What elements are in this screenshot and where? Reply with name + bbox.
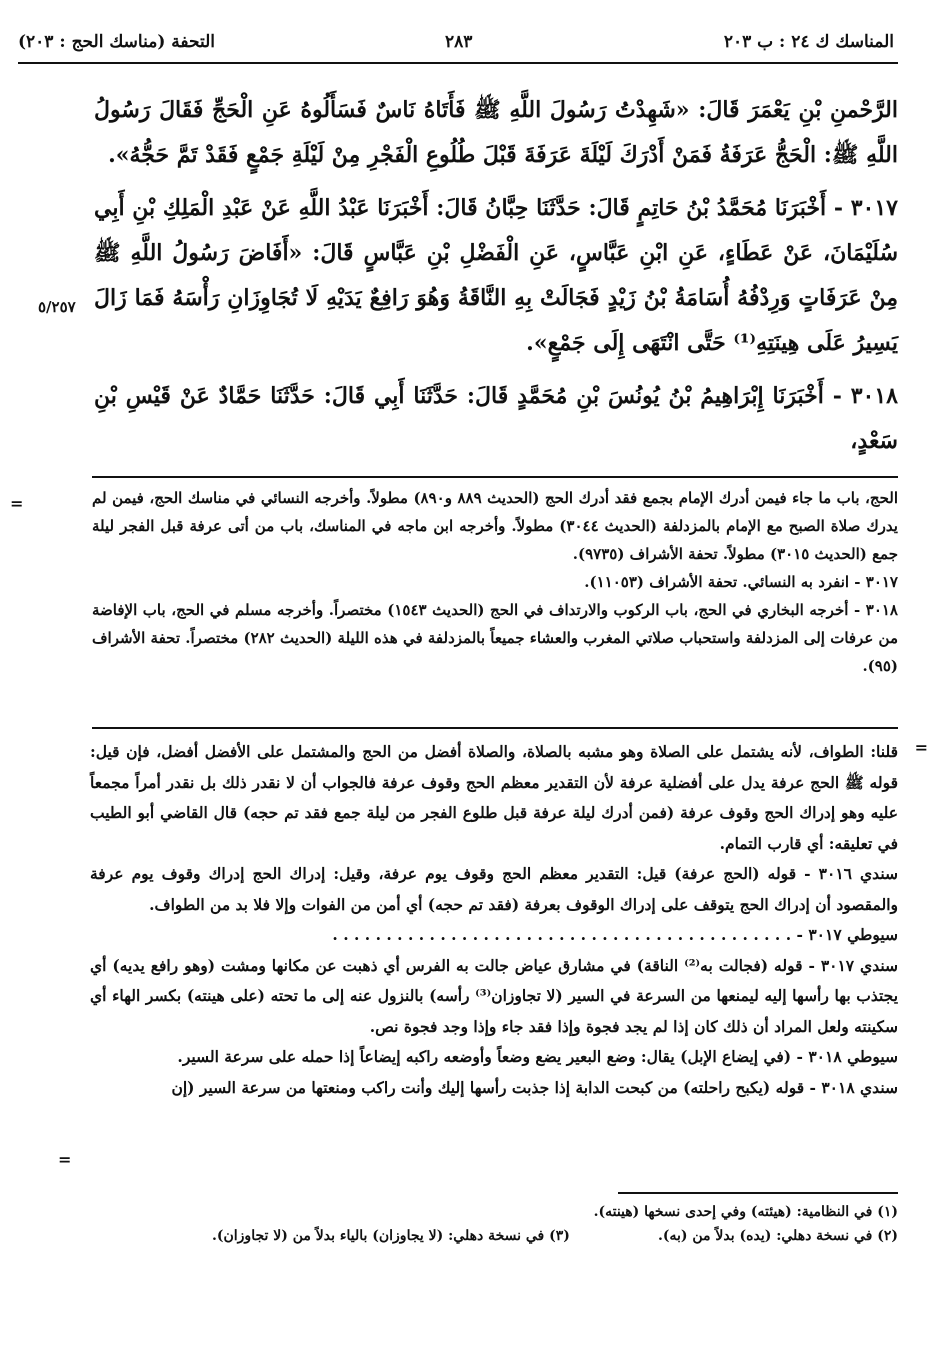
- takhrij-entry: الحج، باب ما جاء فيمن أدرك الإمام بجمع فقد أدرك الحج (الحديث ٨٨٩ و٨٩٠) مطولاً. وأخرجه النسائي في مناسك الحج، فيمن لم يدرك صلاة الصبح مع الإمام بالمزدلفة (الحديث ٣٠٤٤) مطولاً. وأخرجه ابن ماجه في المناسك، باب من أتى عرفة قبل الفجر ليلة جمع (الحديث ٣٠١٥) مطولاً. تحفة الأشراف (٩٧٣٥).: [92, 489, 898, 563]
- continuation-mark: =: [914, 738, 928, 757]
- continuation-mark: =: [10, 494, 24, 513]
- footnote-rule: [618, 1192, 898, 1194]
- footnote-2: (٢) في نسخة دهلي: (يده) بدلاً من (به).: [657, 1228, 898, 1244]
- footnotes: [92, 1200, 898, 1248]
- page-number: ٢٨٣: [445, 32, 473, 52]
- margin-reference: ٥/٢٥٧: [38, 298, 76, 316]
- hadith-3017: ٣٠١٧ - أَخْبَرَنَا مُحَمَّدُ بْنُ حَاتِمٍ قَالَ: حَدَّثَنَا حِبَّانُ قَالَ: أَخْبَرَنَا عَبْدُ اللَّهِ عَنْ عَبْدِ الْمَلِكِ بْنِ أَبِي سُلَيْمَانَ، عَنْ عَطَاءٍ، عَنِ ابْنِ عَبَّاسٍ، عَنِ الْفَضْلِ بْنِ عَبَّاسٍ قَالَ: «أَفَاضَ رَسُولُ اللَّهِ ﷺ مِنْ عَرَفَاتٍ وَرِدْفُهُ أُسَامَةُ بْنُ زَيْدٍ فَجَالَتْ بِهِ النَّاقَةُ وَهُوَ رَافِعٌ يَدَيْهِ لَا تُجَاوِزَانِ رَأْسَهُ فَمَا زَالَ يَسِيرُ عَلَى هِينَتِهِ⁽¹⁾ حَتَّى انْتَهَى إِلَى جَمْعٍ».: [94, 195, 898, 356]
- suyuti-3017-label: سيوطي ٣٠١٧ -: [796, 925, 898, 944]
- header-running-title-right: المناسك ك ٢٤ : ب ٢٠٣: [723, 32, 894, 52]
- commentary-sindi-3016: سندي ٣٠١٦ - قوله (الحج عرفة) قيل: التقدير معظم الحج وقوف يوم عرفة، وقيل: إدراك الحج إدراك وقوف يوم عرفة والمقصود أن إدراك الحج يتوقف على إدراك الوقوف بعرفة (فقد تم حجه) أي أمن من الفوات وإلا فلا بد من الطواف.: [90, 864, 898, 914]
- commentary-suyuti-3017: [90, 920, 898, 951]
- footnote-3: (٣) في نسخة دهلي: (لا يجاوزان) بالياء بدلاً من (لا تجاوزان).: [212, 1228, 570, 1244]
- header-running-title-left: التحفة (مناسك الحج : ٢٠٣): [18, 32, 216, 52]
- header-rule: [18, 62, 898, 64]
- commentary-suyuti-3018: سيوطي ٣٠١٨ - (في إيضاع الإبل) يقال: وضع البعير يضع وضعاً وأوضعه راكبه إيضاعاً إذا حمله على سرعة السير.: [177, 1047, 898, 1066]
- commentary-sindi-3018: سندي ٣٠١٨ - قوله (يكبح راحلته) من كبحت الدابة إذا جذبت رأسها إليك وأنت راكب ومنعتها من سرعة السير (إن: [171, 1077, 898, 1097]
- commentary-sindi-3017: سندي ٣٠١٧ - قوله (فجالت به⁽²⁾ الناقة) في مشارق عياض جالت به الفرس أي ذهبت عن مكانها ومشت (وهو رافع يديه) أي يجتذب بها رأسها إليه ليمنعها من السرعة في السير (لا تجاوزان⁽³⁾ رأسه) بالنزول عنه إلى ما تحته (على هينته) بكسر الهاء أي سكينته ولعل المراد أن ذلك كان إذا لم يجد فجوة وإذا فقد جاء وإذا وجد فجوة نص.: [90, 955, 899, 1036]
- commentary-section: [90, 737, 898, 1103]
- commentary-rule: [92, 727, 898, 729]
- takhrij-3018: ٣٠١٨ - أخرجه البخاري في الحج، باب الركوب والارتداف في الحج (الحديث ١٥٤٣) مختصراً. وأخرجه مسلم في الحج، باب الإفاضة من عرفات إلى المزدلفة واستحباب صلاتي المغرب والعشاء جميعاً بالمزدلفة في هذه الليلة (الحديث ٢٨٢) مختصراً. تحفة الأشراف (٩٥).: [92, 601, 898, 675]
- takhrij-3017: ٣٠١٧ - انفرد به النسائي. تحفة الأشراف (١١٠٥٣).: [584, 573, 898, 591]
- hadith-3018: ٣٠١٨ - أَخْبَرَنَا إِبْرَاهِيمُ بْنُ يُونُسَ بْنِ مُحَمَّدٍ قَالَ: حَدَّثَنَا أَبِي قَالَ: حَدَّثَنَا حَمَّادٌ عَنْ قَيْسِ بْنِ سَعْدٍ،: [94, 383, 898, 454]
- commentary-paragraph: قلنا: الطواف، لأنه يشتمل على الصلاة وهو مشبه بالصلاة، والصلاة أفضل من الحج والمشتمل على الأفضل أفضل، فإن قيل: قوله ﷺ الحج عرفة يدل على أفضلية عرفة لأن التقدير معظم الحج وقوف عرفة فالجواب أن لا نقدر ذلك بل نقدر أمراً مجمعاً عليه وهو إدراك الحج وقوف عرفة (فمن أدرك ليلة عرفة قبل طلوع الفجر من ليلة جمع فقد تم حجه) قال القاضي أبو الطيب في تعليقه: أي قارب التمام.: [90, 742, 898, 853]
- ellipsis-dots: . . . . . . . . . . . . . . . . . . . . . . . . . . . . . . . . . . . . . . . . . . .: [332, 925, 792, 944]
- takhrij-rule: [92, 476, 898, 478]
- hadith-text: [94, 88, 898, 464]
- takhrij-section: [92, 484, 898, 680]
- continuation-mark: =: [58, 1150, 72, 1169]
- hadith-paragraph: الرَّحْمنِ بْنِ يَعْمَرَ قَالَ: «شَهِدْتُ رَسُولَ اللَّهِ ﷺ فَأَتَاهُ نَاسٌ فَسَأَلُوهُ عَنِ الْحَجِّ فَقَالَ رَسُولُ اللَّهِ ﷺ: الْحَجُّ عَرَفَةُ فَمَنْ أَدْرَكَ لَيْلَةَ عَرَفَةَ قَبْلَ طُلُوعِ الْفَجْرِ مِنْ لَيْلَةِ جَمْعٍ فَقَدْ تَمَّ حَجُّهُ».: [94, 97, 898, 168]
- footnote-1: (١) في النظامية: (هيئته) وفي إحدى نسخها (هينته).: [593, 1204, 898, 1220]
